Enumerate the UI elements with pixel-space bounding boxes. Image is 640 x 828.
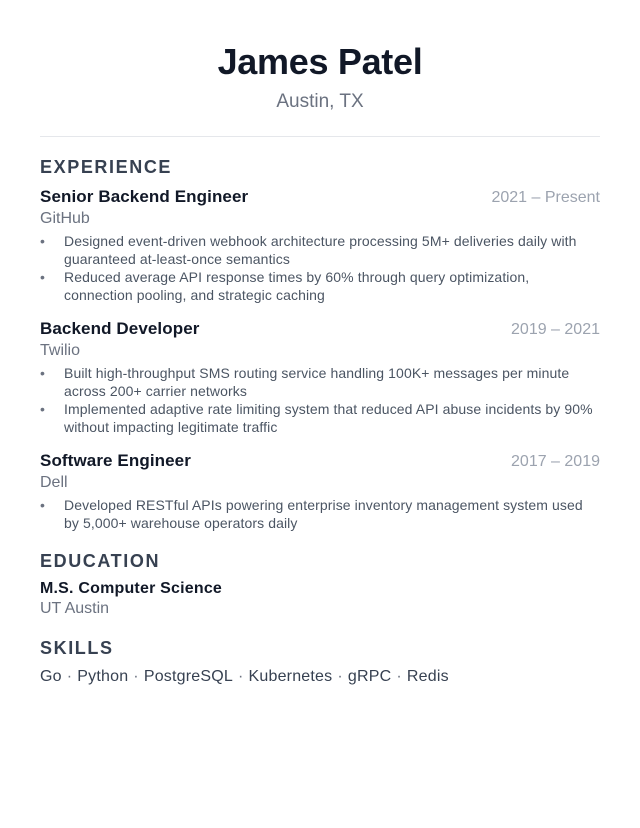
bullet-dot-icon: • [40, 497, 46, 513]
education-entry [40, 579, 600, 619]
education-heading: EDUCATION [40, 551, 161, 571]
job-bullet-text: Implemented adaptive rate limiting system that reduced API abuse incidents by 90% without impacting legitimate traffic [64, 401, 593, 435]
job-entry [40, 450, 600, 532]
job-dates: 2017 – 2019 [511, 453, 600, 470]
job-company: Twilio [40, 342, 81, 359]
candidate-name: James Patel [217, 41, 423, 82]
header-divider [40, 136, 600, 137]
bullet-dot-icon: • [40, 401, 46, 417]
skill-separator: · [133, 668, 139, 685]
job-dates: 2021 – Present [491, 189, 600, 206]
job-bullets [40, 364, 600, 436]
job-header [40, 318, 600, 341]
job-bullet-text: Reduced average API response times by 60% through query optimization, connection pooling, and strategic caching [64, 269, 530, 303]
job-bullet [40, 268, 600, 304]
skill-item: Go [40, 668, 62, 685]
job-bullet [40, 400, 600, 436]
job-company: GitHub [40, 210, 90, 227]
experience-heading: EXPERIENCE [40, 157, 173, 177]
bullet-dot-icon: • [40, 365, 46, 381]
job-bullet-text: Developed RESTful APIs powering enterprise inventory management system used by 5,000+ warehouse operators daily [64, 497, 583, 531]
skill-item: PostgreSQL [143, 668, 233, 685]
skill-separator: · [396, 668, 402, 685]
job-entry [40, 318, 600, 436]
skill-separator: · [337, 668, 343, 685]
job-bullet [40, 364, 600, 400]
skill-separator: · [237, 668, 244, 685]
job-bullets [40, 232, 600, 304]
skill-item: Python [77, 668, 129, 685]
bullet-dot-icon: • [40, 233, 46, 249]
job-entry [40, 186, 600, 304]
skill-separator: · [66, 668, 73, 685]
education-degree: M.S. Computer Science [40, 580, 223, 597]
skill-item: Kubernetes [248, 668, 333, 685]
job-bullets [40, 496, 600, 532]
job-bullet-text: Designed event-driven webhook architecture processing 5M+ deliveries daily with guaranteed at-least-once semantics [64, 233, 577, 267]
skill-item: Redis [406, 668, 449, 685]
education-school: UT Austin [40, 600, 110, 617]
candidate-location: Austin, TX [276, 91, 364, 112]
job-bullet [40, 496, 600, 532]
skill-item: gRPC [347, 668, 392, 685]
job-bullet-text: Built high-throughput SMS routing service handling 100K+ messages per minute across 200+ carrier networks [64, 365, 570, 399]
skills-list [40, 666, 600, 688]
job-bullet [40, 232, 600, 268]
bullet-dot-icon: • [40, 269, 46, 285]
skills-heading: SKILLS [40, 638, 114, 658]
resume-header [40, 0, 600, 115]
job-header [40, 450, 600, 473]
job-title: Senior Backend Engineer [40, 187, 249, 206]
job-header [40, 186, 600, 209]
job-title: Software Engineer [40, 451, 191, 470]
job-company: Dell [40, 474, 68, 491]
job-title: Backend Developer [40, 319, 200, 338]
job-dates: 2019 – 2021 [511, 321, 600, 338]
